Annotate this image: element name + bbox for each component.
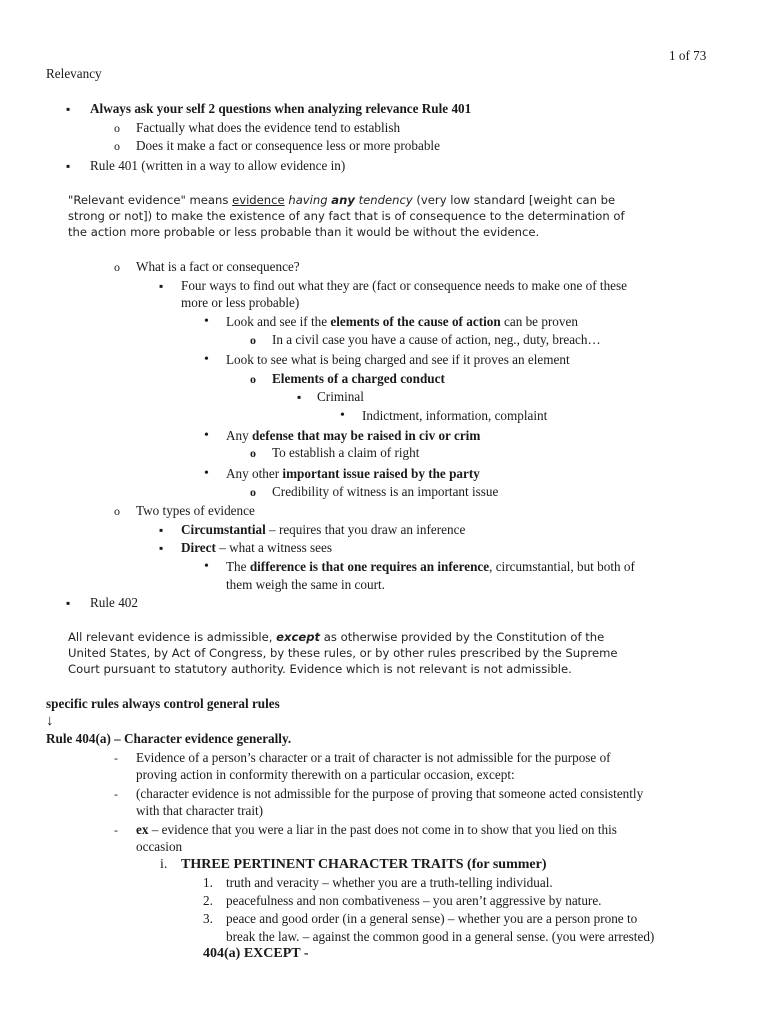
four-ways-line-2: more or less probable): [181, 295, 300, 310]
dot-bullet-icon: [204, 427, 209, 444]
page-number: 1 of 73: [669, 48, 707, 63]
charged-item: Look to see what is being charged and see if it proves an element: [226, 352, 570, 367]
dot-bullet-icon: [204, 465, 209, 482]
dot-bullet-icon: [204, 351, 209, 368]
square-bullet-icon: [66, 101, 70, 117]
paraphrase-line-2: with that character trait): [136, 803, 264, 818]
civil-case-item: In a civil case you have a cause of action, neg., duty, breach…: [272, 332, 601, 347]
square-bullet-icon: [159, 522, 163, 538]
square-bullet-icon: [66, 595, 70, 611]
down-arrow-icon: ↓: [46, 713, 54, 729]
difference-line-1: The difference is that one requires an inference, circumstantial, but both of: [226, 559, 635, 574]
char-evidence-line-2: proving action in conformity therewith on a particular occasion, except:: [136, 767, 515, 782]
circle-bullet-icon: [250, 484, 256, 500]
dash-bullet-icon: [114, 786, 118, 802]
question-2: Does it make a fact or consequence less or more probable: [136, 138, 440, 153]
three-traits-title: THREE PERTINENT CHARACTER TRAITS (for summer): [181, 857, 547, 872]
square-bullet-icon: [66, 158, 70, 174]
credibility-item: Credibility of witness is an important issue: [272, 484, 499, 499]
paraphrase-line-1: (character evidence is not admissible for the purpose of proving that someone acted consistently: [136, 786, 644, 801]
list-number-1: 1.: [203, 875, 213, 890]
circle-bullet-icon: [114, 120, 120, 136]
dash-bullet-icon: [114, 750, 118, 766]
list-number-2: 2.: [203, 893, 213, 908]
circle-bullet-icon: [250, 371, 256, 387]
specific-rules-note: specific rules always control general rules: [46, 696, 280, 711]
rule-404a-title: Rule 404(a) – Character evidence generally.: [46, 731, 292, 746]
indictment-item: Indictment, information, complaint: [362, 408, 548, 423]
except-heading: 404(a) EXCEPT -: [203, 946, 309, 961]
trait-3-line-1: peace and good order (in a general sense) – whether you are a person prone to: [226, 911, 638, 926]
charged-conduct-item: Elements of a charged conduct: [272, 371, 445, 386]
circle-bullet-icon: [114, 259, 120, 275]
square-bullet-icon: [159, 540, 163, 556]
circle-bullet-icon: [114, 503, 120, 519]
question-1: Factually what does the evidence tend to establish: [136, 120, 401, 135]
dash-bullet-icon: [114, 822, 118, 838]
example-line-1: ex – evidence that you were a liar in the past does not come in to show that you lied on this: [136, 822, 617, 837]
square-bullet-icon: [159, 278, 163, 294]
dot-bullet-icon: [204, 558, 209, 575]
char-evidence-line-1: Evidence of a person’s character or a trait of character is not admissible for the purpose of: [136, 750, 611, 765]
trait-2: peacefulness and non combativeness – you aren’t aggressive by nature.: [226, 893, 602, 908]
section-heading: Relevancy: [46, 66, 102, 81]
rule-402-quote-line-3: Court pursuant to statutory authority. Evidence which is not relevant is not admissible.: [68, 662, 572, 676]
defense-item: Any defense that may be raised in civ or crim: [226, 428, 481, 443]
important-issue-item: Any other important issue raised by the party: [226, 466, 480, 481]
elements-item: Look and see if the elements of the cause of action can be proven: [226, 314, 578, 329]
dot-bullet-icon: [204, 313, 209, 330]
example-line-2: occasion: [136, 839, 183, 854]
questions-title: Always ask your self 2 questions when analyzing relevance Rule 401: [90, 101, 472, 116]
circle-bullet-icon: [114, 138, 120, 154]
rule-401-note: Rule 401 (written in a way to allow evidence in): [90, 158, 346, 173]
trait-1: truth and veracity – whether you are a truth-telling individual.: [226, 875, 553, 890]
two-types-title: Two types of evidence: [136, 503, 255, 518]
roman-numeral: i.: [160, 857, 168, 872]
four-ways-line-1: Four ways to find out what they are (fact or consequence needs to make one of these: [181, 278, 628, 293]
rule-402-label: Rule 402: [90, 595, 138, 610]
circle-bullet-icon: [250, 332, 256, 348]
rule-402-quote-line-1: All relevant evidence is admissible, except as otherwise provided by the Constitution of the: [68, 630, 605, 644]
difference-line-2: them weigh the same in court.: [226, 577, 385, 592]
direct-item: Direct – what a witness sees: [181, 540, 333, 555]
rule-402-quote-line-2: United States, by Act of Congress, by these rules, or by other rules prescribed by the Supreme: [68, 646, 618, 660]
list-number-3: 3.: [203, 911, 213, 926]
fact-question: What is a fact or consequence?: [136, 259, 300, 274]
claim-item: To establish a claim of right: [272, 445, 420, 460]
dot-bullet-icon: [340, 407, 345, 424]
rule-401-quote-line-2: strong or not]) to make the existence of any fact that is of consequence to the determination of: [68, 209, 625, 223]
rule-401-quote-line-1: "Relevant evidence" means evidence having any tendency (very low standard [weight can be: [68, 193, 616, 207]
trait-3-line-2: break the law. – against the common good in a general sense. (you were arrested): [226, 929, 655, 944]
circle-bullet-icon: [250, 445, 256, 461]
square-bullet-icon: [297, 389, 301, 405]
criminal-item: Criminal: [317, 389, 364, 404]
circumstantial-item: Circumstantial – requires that you draw an inference: [181, 522, 466, 537]
rule-401-quote-line-3: the action more probable or less probable than it would be without the evidence.: [68, 225, 540, 239]
